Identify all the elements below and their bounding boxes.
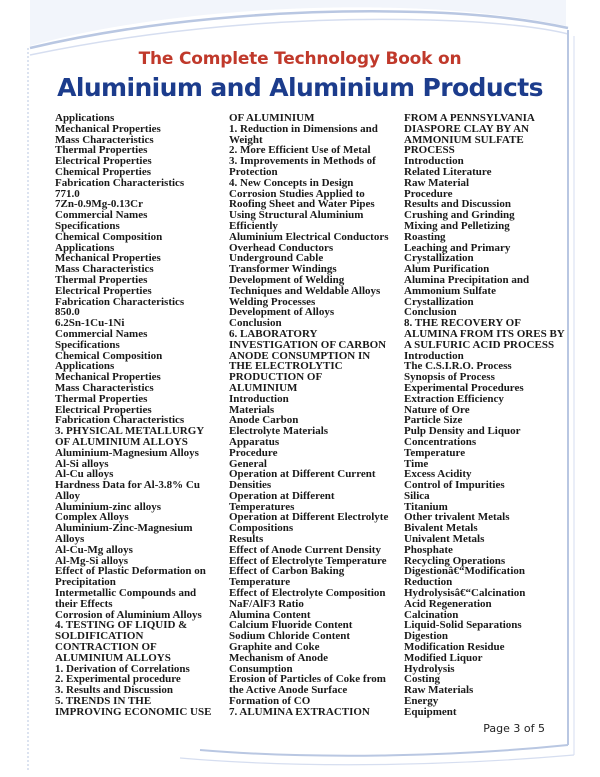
toc-entry: PRODUCTION OF bbox=[229, 371, 323, 384]
toc-entry: Chemical Properties bbox=[55, 165, 152, 178]
toc-entry: Transformer Windings bbox=[229, 263, 337, 276]
toc-entry: ALUMINIUM bbox=[229, 381, 298, 394]
toc-entry: Aluminium-Zinc-Magnesium bbox=[55, 522, 193, 535]
toc-entry: Digestionâ€“Modification bbox=[404, 565, 525, 578]
toc-entry: Anode Carbon bbox=[229, 414, 299, 427]
toc-entry: 2. More Efficient Use of Metal bbox=[229, 144, 371, 157]
toc-entry: Operation at Different Electrolyte bbox=[229, 511, 389, 524]
toc-entry: Underground Cable bbox=[229, 252, 324, 265]
toc-entry: their Effects bbox=[55, 597, 113, 610]
toc-entry: Densities bbox=[229, 479, 272, 492]
toc-entry: 1. Reduction in Dimensions and bbox=[229, 122, 378, 135]
toc-entry: AMMONIUM SULFATE bbox=[404, 133, 524, 146]
toc-entry: Titanium bbox=[404, 500, 448, 513]
toc-column-2 bbox=[229, 113, 397, 718]
toc-entry: ALUMINIUM ALLOYS bbox=[55, 651, 171, 664]
toc-entry: Related Literature bbox=[404, 165, 492, 178]
toc-entry: Recycling Operations bbox=[404, 554, 506, 567]
toc-entry: 771.0 bbox=[55, 187, 80, 200]
toc-entry: CONTRACTION OF bbox=[55, 641, 157, 654]
toc-entry: 8. THE RECOVERY OF bbox=[404, 317, 521, 330]
toc-entry: Equipment bbox=[404, 705, 457, 718]
toc-entry: Electrical Properties bbox=[55, 403, 152, 416]
toc-entry: Hydrolysis bbox=[404, 662, 455, 675]
toc-entry: Roofing Sheet and Water Pipes bbox=[229, 198, 375, 211]
toc-entry: Complex Alloys bbox=[55, 511, 129, 524]
toc-entry: Development of Alloys bbox=[229, 306, 335, 319]
toc-entry: Al-Si alloys bbox=[55, 457, 109, 470]
toc-entry: Protection bbox=[229, 165, 278, 178]
toc-entry: INVESTIGATION OF CARBON bbox=[229, 338, 387, 351]
toc-entry: Commercial Names bbox=[55, 327, 148, 340]
toc-entry: FROM A PENNSYLVANIA bbox=[404, 112, 535, 124]
toc-entry: Thermal Properties bbox=[55, 273, 148, 286]
toc-entry: Aluminium Electrical Conductors bbox=[229, 230, 389, 243]
toc-entry: Precipitation bbox=[55, 576, 116, 589]
toc-entry: Consumption bbox=[229, 662, 293, 675]
toc-entry: Apparatus bbox=[229, 435, 280, 448]
toc-entry: Using Structural Aluminium bbox=[229, 209, 364, 222]
toc-entry: Effect of Plastic Deformation on bbox=[55, 565, 206, 578]
toc-entry: Synopsis of Process bbox=[404, 371, 495, 384]
toc-entry: Intermetallic Compounds and bbox=[55, 587, 197, 600]
toc-entry: Thermal Properties bbox=[55, 392, 148, 405]
toc-entry: Electrical Properties bbox=[55, 155, 152, 168]
toc-entry: Alloy bbox=[55, 489, 81, 502]
toc-entry: Materials bbox=[229, 403, 275, 416]
toc-entry: Results bbox=[229, 533, 264, 546]
toc-entry: Digestion bbox=[404, 630, 448, 643]
toc-entry: Graphite and Coke bbox=[229, 641, 320, 654]
toc-entry: Aluminium-Magnesium Alloys bbox=[55, 446, 199, 459]
toc-entry: Introduction bbox=[404, 155, 464, 168]
toc-entry: The C.S.I.R.O. Process bbox=[404, 360, 512, 373]
toc-entry: Effect of Electrolyte Temperature bbox=[229, 554, 387, 567]
toc-column-1 bbox=[55, 113, 223, 718]
toc-entry: Calcination bbox=[404, 608, 459, 621]
toc-entry: 7. ALUMINA EXTRACTION bbox=[229, 705, 370, 718]
toc-entry: Fabrication Characteristics bbox=[55, 414, 185, 427]
toc-entry: Applications bbox=[55, 241, 115, 254]
toc-entry: Al-Cu alloys bbox=[55, 468, 114, 481]
toc-entry: 4. TESTING OF LIQUID & bbox=[55, 619, 188, 632]
toc-entry: 4. New Concepts in Design bbox=[229, 176, 354, 189]
toc-entry: 5. TRENDS IN THE bbox=[55, 695, 152, 708]
toc-entry: Procedure bbox=[404, 187, 453, 200]
toc-entry: 6.2Sn-1Cu-1Ni bbox=[55, 317, 125, 330]
toc-entry: Welding Processes bbox=[229, 295, 316, 308]
toc-entry: Alumina Precipitation and bbox=[404, 273, 530, 286]
toc-entry: Effect of Carbon Baking bbox=[229, 565, 345, 578]
toc-entry: Calcium Fluoride Content bbox=[229, 619, 353, 632]
toc-entry: Reduction bbox=[404, 576, 453, 589]
toc-entry: Energy bbox=[404, 695, 439, 708]
toc-entry: Temperatures bbox=[229, 500, 295, 513]
toc-entry: Effect of Electrolyte Composition bbox=[229, 587, 386, 600]
toc-entry: Roasting bbox=[404, 230, 446, 243]
toc-entry: Phosphate bbox=[404, 543, 453, 556]
toc-entry: Excess Acidity bbox=[404, 468, 472, 481]
toc-entry: Thermal Properties bbox=[55, 144, 148, 157]
toc-entry: the Active Anode Surface bbox=[229, 684, 348, 697]
toc-entry: SOLDIFICATION bbox=[55, 630, 144, 643]
toc-entry: Chemical Composition bbox=[55, 230, 163, 243]
toc-entry: Silica bbox=[404, 489, 430, 502]
toc-entry: Applications bbox=[55, 112, 115, 124]
toc-entry: Specifications bbox=[55, 219, 120, 232]
toc-entry: Fabrication Characteristics bbox=[55, 176, 185, 189]
toc-entry: 1. Derivation of Correlations bbox=[55, 662, 190, 675]
toc-column-3 bbox=[404, 113, 564, 718]
toc-entry: 850.0 bbox=[55, 306, 80, 319]
toc-entry: Leaching and Primary bbox=[404, 241, 511, 254]
toc-entry: Mixing and Pelletizing bbox=[404, 219, 510, 232]
toc-entry: Acid Regeneration bbox=[404, 597, 492, 610]
toc-entry: Development of Welding bbox=[229, 273, 345, 286]
toc-entry: Fabrication Characteristics bbox=[55, 295, 185, 308]
toc-entry: Electrical Properties bbox=[55, 284, 152, 297]
toc-entry: Alloys bbox=[55, 533, 85, 546]
toc-entry: Raw Material bbox=[404, 176, 470, 189]
toc-entry: 2. Experimental procedure bbox=[55, 673, 181, 686]
toc-entry: Introduction bbox=[229, 392, 289, 405]
toc-entry: 6. LABORATORY bbox=[229, 327, 318, 340]
toc-entry: Extraction Efficiency bbox=[404, 392, 504, 405]
toc-entry: Concentrations bbox=[404, 435, 477, 448]
toc-entry: Pulp Density and Liquor bbox=[404, 425, 521, 438]
toc-entry: Temperature bbox=[229, 576, 291, 589]
toc-entry: Aluminium-zinc alloys bbox=[55, 500, 162, 513]
toc-entry: Formation of CO bbox=[229, 695, 311, 708]
toc-entry: Univalent Metals bbox=[404, 533, 485, 546]
book-subtitle: The Complete Technology Book on bbox=[138, 49, 462, 69]
toc-entry: ANODE CONSUMPTION IN bbox=[229, 349, 371, 362]
toc-entry: Commercial Names bbox=[55, 209, 148, 222]
toc-entry: OF ALUMINIUM bbox=[229, 112, 315, 124]
toc-entry: Mechanical Properties bbox=[55, 252, 161, 265]
toc-entry: Hardness Data for Al-3.8% Cu bbox=[55, 479, 200, 492]
toc-entry: Operation at Different bbox=[229, 489, 335, 502]
toc-entry: Mechanical Properties bbox=[55, 122, 161, 135]
toc-entry: Time bbox=[404, 457, 429, 470]
toc-entry: 3. PHYSICAL METALLURGY bbox=[55, 425, 205, 438]
toc-entry: Efficiently bbox=[229, 219, 278, 232]
toc-entry: Corrosion of Aluminium Alloys bbox=[55, 608, 202, 621]
toc-entry: Experimental Procedures bbox=[404, 381, 524, 394]
toc-entry: Costing bbox=[404, 673, 441, 686]
toc-entry: Particle Size bbox=[404, 414, 463, 427]
toc-entry: Modification Residue bbox=[404, 641, 505, 654]
toc-entry: Alumina Content bbox=[229, 608, 311, 621]
toc-entry: Crushing and Grinding bbox=[404, 209, 515, 222]
toc-entry: Conclusion bbox=[229, 317, 282, 330]
toc-entry: Effect of Anode Current Density bbox=[229, 543, 381, 556]
toc-entry: Bivalent Metals bbox=[404, 522, 478, 535]
toc-entry: Liquid-Solid Separations bbox=[404, 619, 522, 632]
toc-entry: Alum Purification bbox=[404, 263, 490, 276]
toc-entry: Sodium Chloride Content bbox=[229, 630, 351, 643]
toc-entry: Introduction bbox=[404, 349, 464, 362]
toc-entry: Crystallization bbox=[404, 295, 474, 308]
toc-entry: Electrolyte Materials bbox=[229, 425, 329, 438]
toc-entry: 7Zn-0.9Mg-0.13Cr bbox=[55, 198, 143, 211]
book-title: Aluminium and Aluminium Products bbox=[57, 73, 543, 102]
toc-entry: Erosion of Particles of Coke from bbox=[229, 673, 386, 686]
toc-entry: Conclusion bbox=[404, 306, 457, 319]
toc-entry: OF ALUMINIUM ALLOYS bbox=[55, 435, 188, 448]
toc-entry: Nature of Ore bbox=[404, 403, 470, 416]
page-number: Page 3 of 5 bbox=[483, 722, 545, 735]
toc-entry: Specifications bbox=[55, 338, 120, 351]
toc-entry: 3. Improvements in Methods of bbox=[229, 155, 376, 168]
toc-entry: Modified Liquor bbox=[404, 651, 483, 664]
toc-entry: Compositions bbox=[229, 522, 294, 535]
toc-entry: Al-Cu-Mg alloys bbox=[55, 543, 133, 556]
toc-entry: Operation at Different Current bbox=[229, 468, 376, 481]
toc-entry: Control of Impurities bbox=[404, 479, 505, 492]
toc-entry: Mass Characteristics bbox=[55, 263, 154, 276]
toc-entry: Other trivalent Metals bbox=[404, 511, 510, 524]
toc-entry: Results and Discussion bbox=[404, 198, 511, 211]
toc-entry: 3. Results and Discussion bbox=[55, 684, 173, 697]
toc-entry: A SULFURIC ACID PROCESS bbox=[404, 338, 555, 351]
toc-entry: DIASPORE CLAY BY AN bbox=[404, 122, 529, 135]
toc-entry: IMPROVING ECONOMIC USE bbox=[55, 705, 212, 718]
toc-entry: Weight bbox=[229, 133, 263, 146]
toc-entry: Chemical Composition bbox=[55, 349, 163, 362]
toc-entry: Techniques and Weldable Alloys bbox=[229, 284, 381, 297]
toc-entry: Overhead Conductors bbox=[229, 241, 334, 254]
toc-entry: THE ELECTROLYTIC bbox=[229, 360, 343, 373]
toc-entry: Mass Characteristics bbox=[55, 381, 154, 394]
toc-entry: Procedure bbox=[229, 446, 278, 459]
toc-entry: General bbox=[229, 457, 267, 470]
toc-entry: NaF/AlF3 Ratio bbox=[229, 597, 304, 610]
toc-entry: Ammonium Sulfate bbox=[404, 284, 496, 297]
toc-entry: Corrosion Studies Applied to bbox=[229, 187, 365, 200]
toc-entry: Applications bbox=[55, 360, 115, 373]
toc-entry: Mechanism of Anode bbox=[229, 651, 328, 664]
document-header bbox=[0, 48, 600, 104]
toc-entry: Hydrolysisâ€“Calcination bbox=[404, 587, 526, 600]
toc-entry: Mass Characteristics bbox=[55, 133, 154, 146]
toc-entry: ALUMINA FROM ITS ORES BY bbox=[404, 327, 565, 340]
toc-entry: Crystallization bbox=[404, 252, 474, 265]
toc-entry: Mechanical Properties bbox=[55, 371, 161, 384]
toc-entry: PROCESS bbox=[404, 144, 455, 157]
toc-entry: Al-Mg-Si alloys bbox=[55, 554, 129, 567]
toc-entry: Raw Materials bbox=[404, 684, 474, 697]
toc-entry: Temperature bbox=[404, 446, 466, 459]
